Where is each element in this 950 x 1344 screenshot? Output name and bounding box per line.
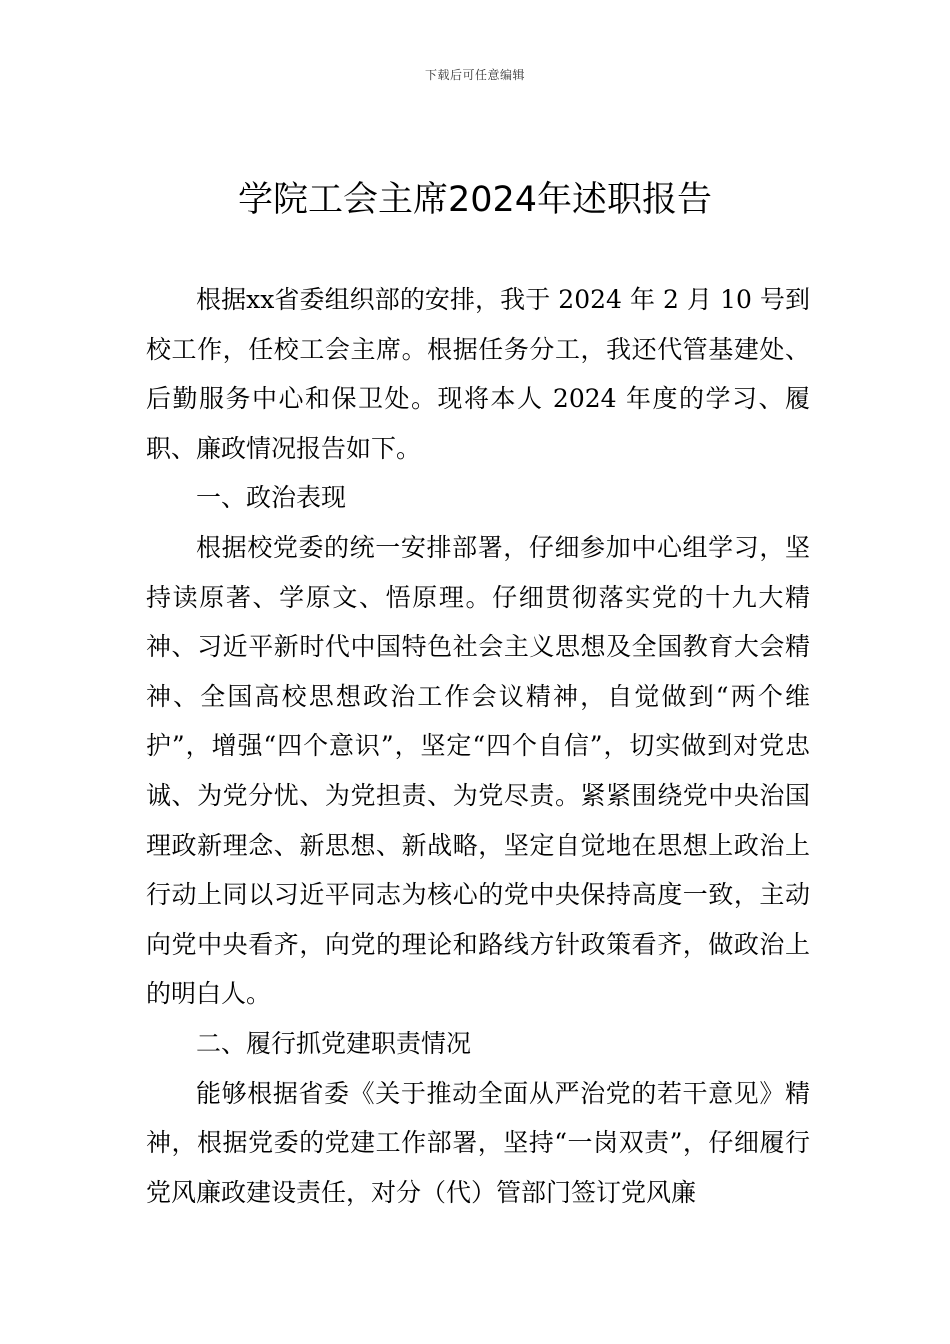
document-body xyxy=(146,275,810,1217)
section-heading-party-building: 二、履行抓党建职责情况 xyxy=(196,1028,472,1058)
header-note: 下载后可任意编辑 xyxy=(424,68,525,82)
section-heading-political: 一、政治表现 xyxy=(196,483,347,513)
paragraph-intro: 根据xx省委组织部的安排，我于 2024 年 2 月 10 号到校工作，任校工会主席。根据任务分工，我还代管基建处、后勤服务中心和保卫处。现将本人 2024 年度的学习、履职、廉政情况报告如下。 xyxy=(146,285,810,463)
document-title: 学院工会主席2024年述职报告 xyxy=(237,180,713,220)
paragraph-political: 根据校党委的统一安排部署，仔细参加中心组学习，坚持读原著、学原文、悟原理。仔细贯彻落实党的十九大精神、习近平新时代中国特色社会主义思想及全国教育大会精神、全国高校思想政治工作会议精神，自觉做到“两个维护”，增强“四个意识”，坚定“四个自信”，切实做到对党忠诚、为党分忧、为党担责、为党尽责。紧紧围绕党中央治国理政新理念、新思想、新战略，坚定自觉地在思想上政治上行动上同以习近平同志为核心的党中央保持高度一致，主动向党中央看齐，向党的理论和路线方针政策看齐，做政治上的明白人。 xyxy=(146,532,810,1009)
paragraph-party-building: 能够根据省委《关于推动全面从严治党的若干意见》精神，根据党委的党建工作部署，坚持“一岗双责”，仔细履行党风廉政建设责任，对分（代）管部门签订党风廉 xyxy=(146,1078,810,1207)
